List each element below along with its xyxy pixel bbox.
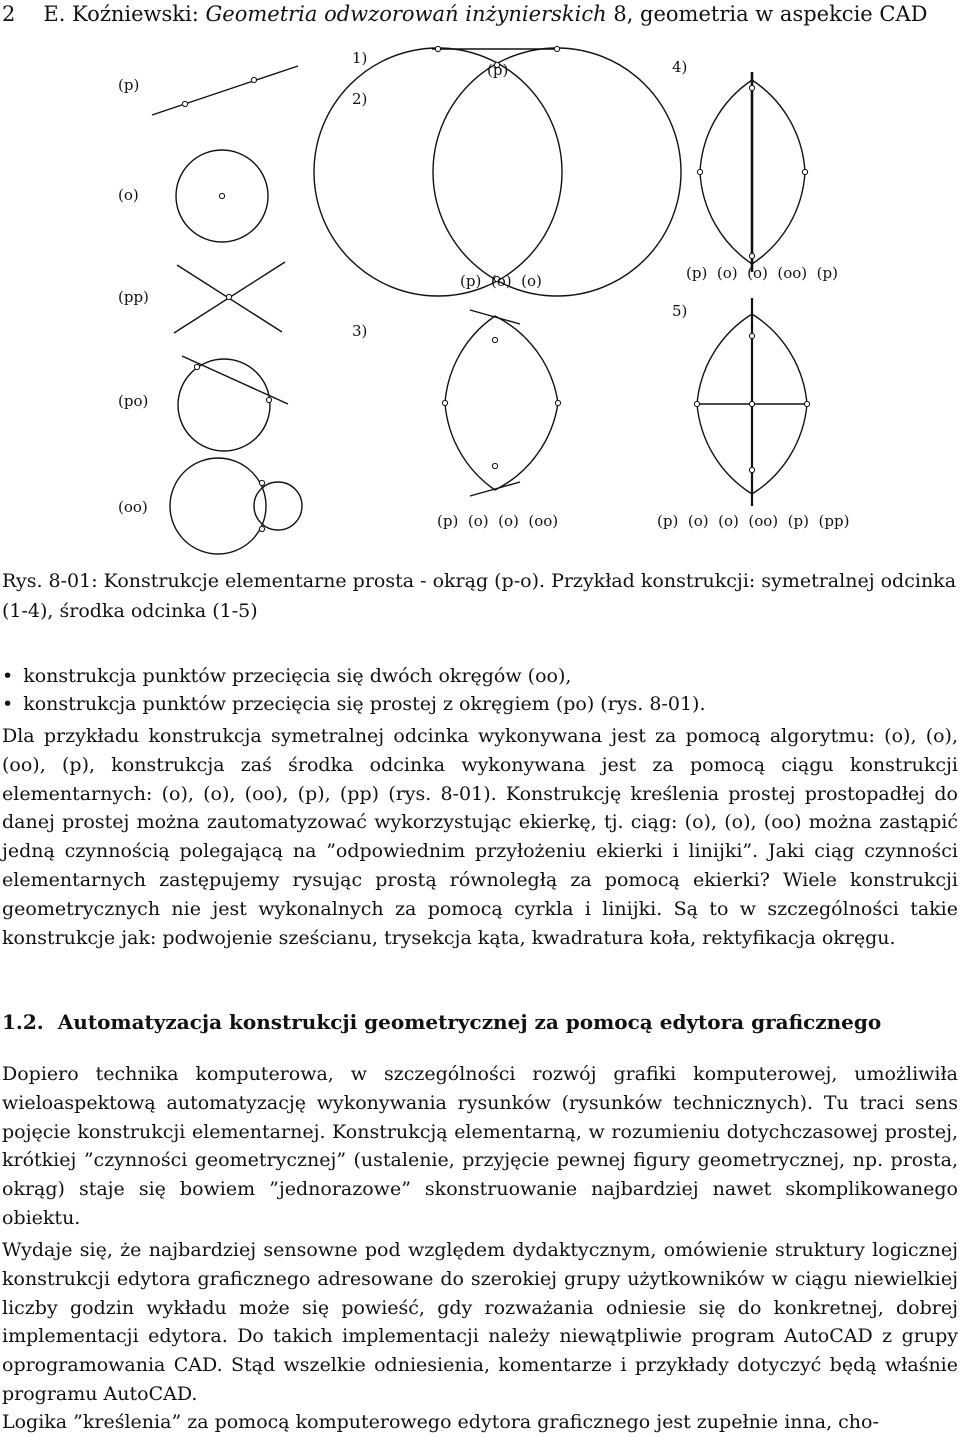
- point-marker: [749, 467, 754, 472]
- label-seq3-bottom: (p) (o) (o) (oo): [437, 512, 559, 530]
- label-p: (p): [118, 76, 140, 94]
- arc-mark-3-bottom: [470, 482, 520, 496]
- point-marker: [266, 397, 271, 402]
- section-title: Automatyzacja konstrukcji geometrycznej za pomocą edytora graficznego: [57, 1010, 882, 1034]
- point-marker: [697, 169, 702, 174]
- paragraph-3: Wydaje się, że najbardziej sensowne pod względem dydaktycznym, omówienie struktury logicznej konstrukcji edytora graficznego adresowane do szerokiej grupy użytkowników w ciągu niewielkiej liczby godzin wykładu może się powieść, gdy rozważania odniesie się do konkretnej, dobrej implementacji edytora. Do takich implementacji należy niewątpliwie program AutoCAD z grupy oprogramowania CAD. Stąd wszelkie odniesienia, komentarze i przykłady dotyczyć będą właśnie programu AutoCAD.: [2, 1239, 958, 1405]
- paragraph-2: Dopiero technika komputerowa, w szczególności rozwój grafiki komputerowej, umożliwiła wieloaspektową automatyzację wykonywania rysunków (rysunków technicznych). Tu traci sens pojęcie konstrukcji elementarnej. Konstrukcją elementarną, w rozumieniu dotychczasowej prostej, krótkiej ”czynności geometrycznej” (ustalenie, przyjęcie pewnej figury geometrycznej, np. prosta, okrąg) staje się bowiem ”jednorazowe” skonstruowanie najbardziej nawet skomplikowanego obiektu.: [2, 1063, 958, 1229]
- paragraph-1: Dla przykładu konstrukcja symetralnej odcinka wykonywana jest za pomocą algorytmu: (o), (o), (oo), (p), konstrukcja zaś środka odcinka wykonywana jest za pomocą ciągu konstrukcji elementarnych: (o), (o), (oo), (p), (pp) (rys. 8-01). Konstrukcję kreślenia prostej prostopadłej do danej prostej można zautomatyzować wykorzystując ekierkę, tj. ciąg: (o), (o), (oo) można zastąpić jedną czynnością polegającą na ”odpowiednim przyłożeniu ekierki i linijki”. Jaki ciąg czynności elementarnych zastępujemy rysując prostą równoległą za pomocą ekierki? Wiele konstrukcji geometrycznych nie jest wykonalnych za pomocą cyrkla i linijki. Są to w szczególności takie konstrukcje jak: podwojenie sześcianu, trysekcja kąta, kwadratura koła, rektyfikacja okręgu.: [2, 725, 958, 949]
- label-step-2: 2): [352, 90, 368, 108]
- page-header: [2, 0, 927, 28]
- point-marker: [802, 169, 807, 174]
- point-marker: [749, 401, 754, 406]
- point-marker: [219, 193, 224, 198]
- point-marker: [492, 463, 497, 468]
- arc-3-top: [445, 316, 558, 403]
- label-step-3: 3): [352, 322, 368, 340]
- label-seq5-bottom: (p) (o) (o) (oo) (p) (pp): [657, 512, 850, 530]
- circle-2a: [314, 48, 562, 296]
- label-pp: (pp): [118, 288, 149, 306]
- label-step-4: 4): [672, 58, 688, 76]
- point-marker: [555, 400, 560, 405]
- point-marker: [749, 85, 754, 90]
- label-po: (po): [118, 392, 149, 410]
- point-marker: [251, 77, 256, 82]
- line-p: [152, 66, 298, 115]
- circle-oo-large: [170, 458, 266, 554]
- point-marker: [694, 401, 699, 406]
- bullet-list: [2, 662, 705, 718]
- circle-oo-small: [254, 482, 302, 530]
- header-title-rest: 8, geometria w aspekcie CAD: [613, 2, 928, 26]
- label-seq5-top: (p) (o) (o) (oo) (p): [686, 264, 838, 282]
- section-heading: [2, 1010, 881, 1034]
- point-marker: [492, 337, 497, 342]
- point-marker: [804, 401, 809, 406]
- arc-3-bottom: [445, 403, 558, 490]
- point-marker: [435, 46, 440, 51]
- point-marker: [749, 253, 754, 258]
- header-author: E. Koźniewski:: [43, 2, 199, 26]
- figure-8-01: [0, 38, 960, 558]
- point-marker: [749, 333, 754, 338]
- point-marker: [182, 101, 187, 106]
- arc-mark-3-top: [470, 310, 520, 324]
- paragraph-4: Logika ”kreślenia” za pomocą komputerowego edytora graficznego jest zupełnie inna, cho-: [2, 1411, 879, 1433]
- point-marker: [554, 46, 559, 51]
- point-marker: [226, 294, 231, 299]
- label-step-1: 1): [352, 49, 368, 67]
- label-top-p: (p): [487, 61, 509, 79]
- list-item: • konstrukcja punktów przecięcia się prostej z okręgiem (po) (rys. 8-01).: [2, 690, 705, 718]
- point-marker: [194, 364, 199, 369]
- section-number: 1.2.: [2, 1010, 44, 1034]
- circle-2b: [433, 48, 681, 296]
- figure-caption: Rys. 8-01: Konstrukcje elementarne prosta - okrąg (p-o). Przykład konstrukcji: symetralnej odcinka (1-4), środka odcinka (1-5): [2, 570, 957, 622]
- label-o: (o): [118, 186, 139, 204]
- label-oo: (oo): [118, 498, 148, 516]
- circle-po: [178, 359, 270, 451]
- point-marker: [259, 526, 264, 531]
- line-po: [182, 356, 288, 404]
- page-number: 2: [2, 2, 16, 26]
- point-marker: [259, 480, 264, 485]
- label-step-5: 5): [672, 302, 688, 320]
- label-seq3-top: (p) (o) (o): [460, 272, 542, 290]
- point-marker: [442, 400, 447, 405]
- header-title-italic: Geometria odwzorowań inżynierskich: [205, 2, 607, 26]
- list-item: • konstrukcja punktów przecięcia się dwóch okręgów (oo),: [2, 662, 705, 690]
